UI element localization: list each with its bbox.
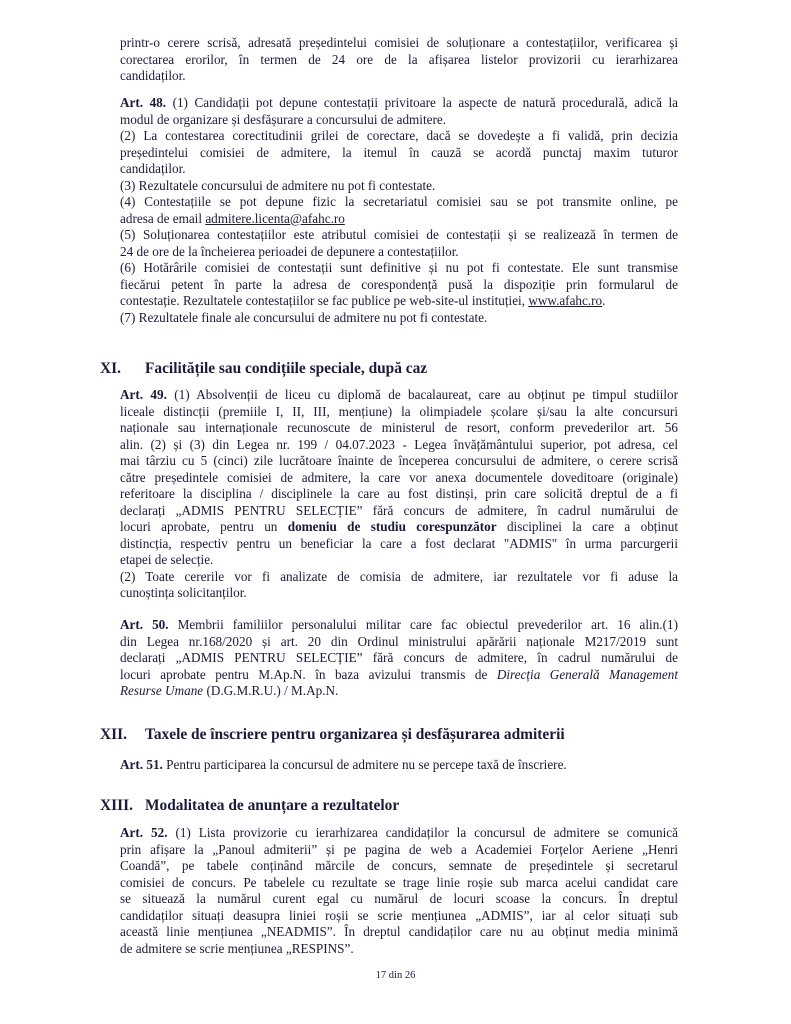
text-line: candidaților situați deasupra liniei roșii se scrie mențiunea „ADMIS”, iar al celor situați sub xyxy=(120,907,678,923)
italic-text: Direcția Generală Management xyxy=(496,666,678,682)
text-line: contestație. Rezultatele contestațiilor se fac publice pe web-site-ul instituției, www.afahc.ro. xyxy=(120,293,606,308)
article-52 xyxy=(120,825,678,957)
text-line: fiecărui petent în parte la adresa de corespondență pusă la dispoziție prin formularul de xyxy=(120,276,678,292)
text-line: corectarea erorilor, în termen de 24 ore de la afișarea listelor provizorii cu ierarhizarea xyxy=(120,51,678,67)
emphasis-text: domeniu de studiu corespunzător xyxy=(287,519,497,534)
section-title: Facilitățile sau condițiile speciale, după caz xyxy=(145,360,428,377)
section-title: Taxele de înscriere pentru organizarea și desfășurarea admiterii xyxy=(145,726,565,743)
text-line: modul de organizare și desfășurare a concursului de admitere. xyxy=(120,111,447,127)
text-line: (6) Hotărârile comisiei de contestații sunt definitive și nu pot fi contestate. Ele sunt transmise xyxy=(120,260,678,275)
section-number: XIII. xyxy=(100,797,133,814)
text-line: candidaților. xyxy=(120,161,186,176)
intro-paragraph xyxy=(120,35,678,85)
article-label: Art. 49. xyxy=(120,387,167,402)
section-number: XI. xyxy=(100,360,121,377)
text-line: liceale distincții (premiile I, II, III, mențiune) la olimpiadele școlare și/sau la alte concursuri xyxy=(120,403,678,419)
text-line: (4) Contestațiile se pot depune fizic la secretariatul comisiei sau se pot transmite online, pe xyxy=(120,194,678,209)
text-line: prin afișare la „Panoul admiterii” și pe pagina de web a Academiei Forțelor Aeriene „Henri xyxy=(120,841,678,857)
text-line: Coandă”, pe tabele conținând mărcile de concurs, semnate de președintele și secretarul xyxy=(120,858,678,873)
text-line: distincția, respectiv pentru un beneficiar la care a fost declarat "ADMIS" în urma parcurgerii xyxy=(120,535,678,551)
text-line: președintelui comisiei de admitere, la itemul în cauză se acordă punctaj maxim tuturor xyxy=(120,144,678,160)
text-line: Art. 48. (1) Candidații pot depune contestații privitoare la aspecte de natură procedurală, adică la xyxy=(120,95,678,110)
text-line: comisiei de concurs. Pe tabelele cu rezultate se trage linie roșie sub marca acelui candidat care xyxy=(120,874,678,890)
text-line: (2) La contestarea corectitudinii grilei de corectare, dacă se dovedește a fi validă, prin decizia xyxy=(120,128,678,143)
text-line: alin. (2) și (3) din Legea nr. 199 / 04.07.2023 - Legea învățământului superior, pot adresa, cel xyxy=(120,436,678,452)
text-line: Art. 51. Pentru participarea la concursul de admitere nu se percepe taxă de înscriere. xyxy=(120,757,567,772)
article-48 xyxy=(120,95,678,326)
text-line: 24 de ore de la încheierea perioadei de depunere a contestațiilor. xyxy=(120,243,459,259)
text-line: declarați „ADMIS PENTRU SELECȚIE” fără concurs de admitere, în cadrul numărului de xyxy=(120,650,678,665)
text-line: naționale sau internaționale recunoscute de ministerul de resort, conform prevederilor art. 56 xyxy=(120,420,678,435)
text-line: mai târziu cu 5 (cinci) zile lucrătoare înainte de începerea concursului de admitere, o cerere scrisă xyxy=(120,453,678,468)
text-line: declarați „ADMIS PENTRU SELECȚIE” fără concurs de admitere, în cadrul numărului de xyxy=(120,502,678,518)
text-line: Art. 52. (1) Lista provizorie cu ierarhizarea candidaților la concursul de admitere se comunică xyxy=(120,825,678,840)
text-line: (3) Rezultatele concursului de admitere nu pot fi contestate. xyxy=(120,177,436,193)
text-line: printr-o cerere scrisă, adresată președintelui comisiei de soluționare a contestațiilor, verificarea și xyxy=(120,35,678,50)
text-line: candidaților. xyxy=(120,68,186,83)
section-heading-xi xyxy=(100,360,427,378)
section-number: XII. xyxy=(100,726,127,743)
article-label: Art. 50. xyxy=(120,617,169,632)
page-number: 17 din 26 xyxy=(375,970,416,981)
article-50 xyxy=(120,617,678,700)
text-line: (5) Soluționarea contestațiilor este atributul comisiei de contestații și se realizează în termen de xyxy=(120,227,678,242)
text-line: locuri aprobate, pentru un domeniu de studiu corespunzător disciplinei la care a obținut xyxy=(120,519,678,534)
article-label: Art. 48. xyxy=(120,95,167,110)
article-49 xyxy=(120,387,678,602)
text-line: această linie mențiunea „NEADMIS”. În dreptul candidaților care nu au obținut media minimă xyxy=(120,924,678,939)
text-line: adresa de email admitere.licenta@afahc.ro xyxy=(120,210,345,226)
text-line: se situează la numărul curent egal cu numărul de locuri scoase la concurs. În dreptul xyxy=(120,891,678,906)
article-label: Art. 51. xyxy=(120,757,163,772)
text-line: referitoare la disciplina / disciplinele la care au fost distinși, prin care solicită dreptul de a fi xyxy=(120,486,678,501)
website-link[interactable]: www.afahc.ro xyxy=(528,293,603,308)
text-line: Art. 49. (1) Absolvenții de liceu cu diplomă de bacalaureat, care au obținut pe timpul studiilor xyxy=(120,387,678,402)
section-title: Modalitatea de anunțare a rezultatelor xyxy=(145,797,400,814)
text-line: locuri aprobate pentru M.Ap.N. în baza avizului transmis de Direcția Generală Management xyxy=(120,666,678,682)
text-line: cunoștința solicitanților. xyxy=(120,585,247,600)
italic-text: Resurse Umane xyxy=(120,683,204,698)
article-51 xyxy=(120,757,678,774)
section-heading-xii xyxy=(100,726,565,744)
article-label: Art. 52. xyxy=(120,825,168,840)
text-line: către președintele comisiei de admitere, la care vor anexa documentele doveditoare (originale) xyxy=(120,469,678,485)
text-line: Art. 50. Membrii familiilor personalului militar care fac obiectul prevederilor art. 16 alin.(1) xyxy=(120,617,678,632)
text-line: Resurse Umane (D.G.M.R.U.) / M.Ap.N. xyxy=(120,683,339,698)
text-line: din Legea nr.168/2020 și art. 20 din Ordinul ministrului apărării naționale M217/2019 sunt xyxy=(120,633,678,649)
text-line: (2) Toate cererile vor fi analizate de comisia de admitere, iar rezultatele vor fi aduse la xyxy=(120,568,678,584)
section-heading-xiii xyxy=(100,797,399,815)
email-link[interactable]: admitere.licenta@afahc.ro xyxy=(205,210,345,226)
text-line: etapei de selecție. xyxy=(120,552,214,567)
text-line: de admitere se scrie mențiunea „RESPINS”. xyxy=(120,940,354,956)
text-line: (7) Rezultatele finale ale concursului de admitere nu pot fi contestate. xyxy=(120,309,488,325)
